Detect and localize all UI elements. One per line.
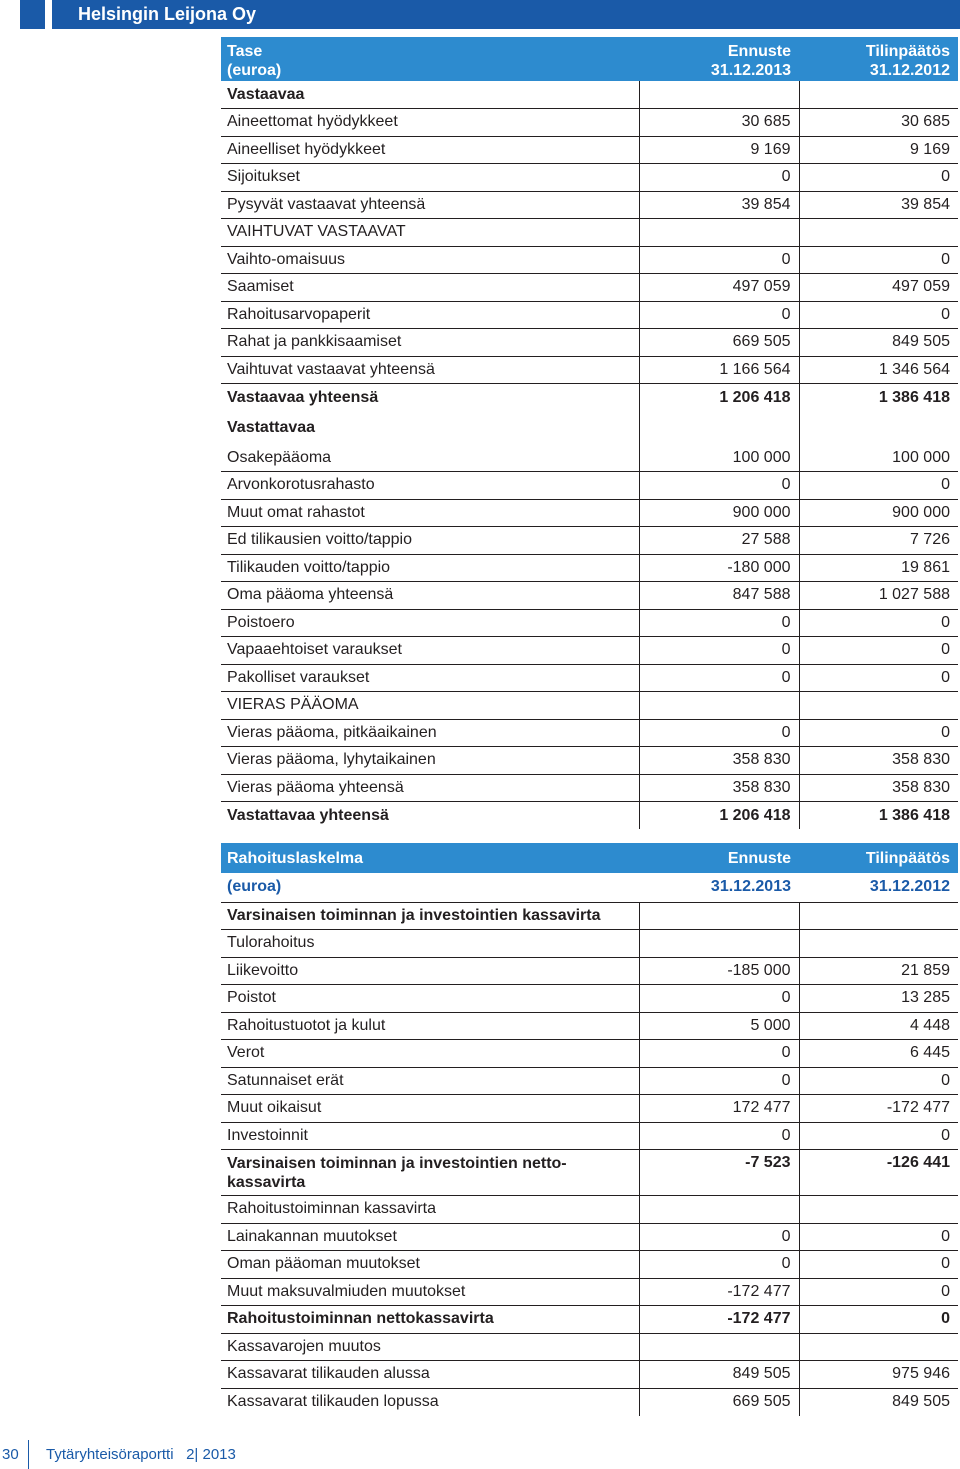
balance-sheet-row — [221, 356, 958, 384]
cash-flow-row — [221, 985, 958, 1013]
balance-sheet-row-value-forecast: 27 588 — [639, 527, 799, 555]
balance-sheet-row-label: Vapaaehtoiset varaukset — [221, 637, 639, 665]
balance-sheet-row-label: Aineelliset hyödykkeet — [221, 136, 639, 164]
cash-flow-row-value-forecast — [639, 930, 799, 958]
cash-flow-row-label: Varsinaisen toiminnan ja investointien kassavirta — [221, 902, 639, 930]
cash-flow-row — [221, 930, 958, 958]
cash-flow-row-label: Investoinnit — [221, 1122, 639, 1150]
col2-label: Tilinpäätös — [865, 43, 950, 60]
balance-sheet-row — [221, 274, 958, 302]
cash-flow-subheader-row — [221, 873, 958, 902]
cash-flow-col2-label: Tilinpäätös — [799, 843, 958, 873]
cash-flow-row — [221, 1361, 958, 1389]
cash-flow-row — [221, 1388, 958, 1416]
footer-divider — [28, 1440, 29, 1469]
cash-flow-row-value-forecast — [639, 1333, 799, 1361]
cash-flow-row-value-actual — [799, 930, 958, 958]
balance-sheet-row-label: Vaihtuvat vastaavat yhteensä — [221, 356, 639, 384]
balance-sheet-row-label: Aineettomat hyödykkeet — [221, 109, 639, 137]
company-title: Helsingin Leijona Oy — [78, 4, 257, 24]
cash-flow-row-value-forecast: 0 — [639, 1067, 799, 1095]
balance-sheet-row-value-actual: 497 059 — [799, 274, 958, 302]
cash-flow-row-value-actual: 0 — [799, 1223, 958, 1251]
cash-flow-row-label: Lainakannan muutokset — [221, 1223, 639, 1251]
balance-sheet-body — [221, 81, 958, 829]
balance-sheet-row-label: Vaihto-omaisuus — [221, 246, 639, 274]
balance-sheet-row — [221, 747, 958, 775]
cash-flow-row — [221, 1040, 958, 1068]
balance-sheet-table — [221, 37, 958, 829]
cash-flow-row — [221, 1012, 958, 1040]
balance-sheet-row — [221, 136, 958, 164]
balance-sheet-row-value-forecast: 1 206 418 — [639, 802, 799, 830]
cash-flow-row — [221, 1223, 958, 1251]
balance-sheet-row-value-actual: 0 — [799, 164, 958, 192]
balance-sheet-row — [221, 582, 958, 610]
cash-flow-row-value-actual — [799, 902, 958, 930]
balance-sheet-row — [221, 802, 958, 830]
balance-sheet-col2-header — [799, 37, 958, 81]
balance-sheet-row-label: VIERAS PÄÄOMA — [221, 692, 639, 720]
page-header — [0, 0, 960, 29]
col1-label: Ennuste — [727, 43, 791, 60]
balance-sheet-row-value-actual: 39 854 — [799, 191, 958, 219]
cash-flow-row-value-actual: 0 — [799, 1122, 958, 1150]
cash-flow-row — [221, 1196, 958, 1224]
balance-sheet-row-value-forecast: 0 — [639, 164, 799, 192]
balance-sheet-row-value-forecast: 39 854 — [639, 191, 799, 219]
balance-sheet-row-value-actual: 358 830 — [799, 747, 958, 775]
cash-flow-table — [221, 843, 958, 1416]
page-footer — [0, 1440, 960, 1469]
balance-sheet-row — [221, 527, 958, 555]
balance-sheet-row-value-actual: 19 861 — [799, 554, 958, 582]
balance-sheet-row-value-forecast: 900 000 — [639, 499, 799, 527]
balance-sheet-row-value-actual — [799, 411, 958, 444]
balance-sheet-row-value-actual: 1 386 418 — [799, 384, 958, 412]
publication-title — [46, 1446, 236, 1463]
balance-sheet-row-label: Ed tilikausien voitto/tappio — [221, 527, 639, 555]
balance-sheet-row — [221, 109, 958, 137]
cash-flow-row — [221, 1067, 958, 1095]
balance-sheet-row-value-forecast: 9 169 — [639, 136, 799, 164]
cash-flow-row — [221, 902, 958, 930]
cash-flow-body — [221, 902, 958, 1416]
balance-sheet-title-cell — [221, 37, 639, 81]
balance-sheet-row — [221, 719, 958, 747]
cash-flow-row — [221, 1095, 958, 1123]
balance-sheet-row-value-forecast: 0 — [639, 472, 799, 500]
cash-flow-header-row — [221, 843, 958, 873]
cash-flow-row — [221, 1150, 958, 1196]
balance-sheet-row — [221, 774, 958, 802]
cash-flow-row — [221, 957, 958, 985]
balance-sheet-row-label: Arvonkorotusrahasto — [221, 472, 639, 500]
balance-sheet-row — [221, 301, 958, 329]
cash-flow-row-value-forecast: 0 — [639, 1040, 799, 1068]
cash-flow-col2-date: 31.12.2012 — [799, 873, 958, 902]
balance-sheet-row-value-forecast: 0 — [639, 664, 799, 692]
balance-sheet-row-label: Vastattavaa yhteensä — [227, 806, 389, 824]
balance-sheet-row-label: Oma pääoma yhteensä — [221, 582, 639, 610]
balance-sheet-row-label: Rahoitusarvopaperit — [221, 301, 639, 329]
balance-sheet-col1-header — [639, 37, 799, 81]
balance-sheet-row-value-forecast: 0 — [639, 246, 799, 274]
cash-flow-unit: (euroa) — [221, 873, 639, 902]
balance-sheet-row-value-forecast: 1 206 418 — [639, 384, 799, 412]
balance-sheet-header-row — [221, 37, 958, 81]
cash-flow-row-value-forecast: 0 — [639, 985, 799, 1013]
balance-sheet-row-value-forecast: 100 000 — [639, 444, 799, 472]
balance-sheet-row-label: Vastaavaa — [221, 81, 639, 109]
balance-sheet-row-value-forecast: 0 — [639, 637, 799, 665]
balance-sheet-row — [221, 329, 958, 357]
balance-sheet-row-value-forecast — [639, 81, 799, 109]
balance-sheet-row-value-actual: 900 000 — [799, 499, 958, 527]
cash-flow-row-label: Rahoitustuotot ja kulut — [221, 1012, 639, 1040]
cash-flow-row-value-forecast: 849 505 — [639, 1361, 799, 1389]
cash-flow-row-value-actual: 13 285 — [799, 985, 958, 1013]
balance-sheet-row-value-forecast: 0 — [639, 719, 799, 747]
balance-sheet-row-label: Rahat ja pankkisaamiset — [221, 329, 639, 357]
balance-sheet-row — [221, 637, 958, 665]
balance-sheet-row-value-forecast: 0 — [639, 609, 799, 637]
cash-flow-row-value-actual: 0 — [799, 1306, 958, 1334]
cash-flow-row — [221, 1251, 958, 1279]
col2-date: 31.12.2012 — [869, 62, 950, 79]
cash-flow-row-label: Muut maksuvalmiuden muutokset — [221, 1278, 639, 1306]
balance-sheet-row-value-actual — [799, 219, 958, 247]
balance-sheet-row-label: Vieras pääoma, lyhytaikainen — [221, 747, 639, 775]
balance-sheet-row-label: Pysyvät vastaavat yhteensä — [221, 191, 639, 219]
balance-sheet-unit: (euroa) — [227, 62, 282, 79]
cash-flow-row-value-forecast — [639, 1196, 799, 1224]
balance-sheet-row-value-forecast: 847 588 — [639, 582, 799, 610]
balance-sheet-row-label: Vastattavaa — [227, 418, 316, 436]
balance-sheet-row-value-forecast: 0 — [639, 301, 799, 329]
balance-sheet-row-value-actual: 0 — [799, 637, 958, 665]
balance-sheet-row-label: Poistoero — [221, 609, 639, 637]
cash-flow-row-label: Poistot — [221, 985, 639, 1013]
publication-issue: 2| 2013 — [186, 1446, 236, 1463]
balance-sheet-row-value-actual: 1 386 418 — [799, 802, 958, 830]
cash-flow-row-value-actual: -126 441 — [799, 1150, 958, 1196]
publication-name: Tytäryhteisöraportti — [46, 1446, 174, 1463]
cash-flow-row-label: Liikevoitto — [221, 957, 639, 985]
cash-flow-row-value-forecast: -172 477 — [639, 1306, 799, 1334]
balance-sheet-row — [221, 219, 958, 247]
cash-flow-row-label: Rahoitustoiminnan kassavirta — [221, 1196, 639, 1224]
cash-flow-row-value-actual: -172 477 — [799, 1095, 958, 1123]
balance-sheet-row-value-forecast: 497 059 — [639, 274, 799, 302]
cash-flow-row-value-forecast: 0 — [639, 1122, 799, 1150]
balance-sheet-row-value-actual: 1 027 588 — [799, 582, 958, 610]
balance-sheet-row-value-actual: 358 830 — [799, 774, 958, 802]
cash-flow-row-label: Kassavarojen muutos — [221, 1333, 639, 1361]
cash-flow-row-value-forecast: 172 477 — [639, 1095, 799, 1123]
balance-sheet-row-value-forecast — [639, 692, 799, 720]
balance-sheet-row-value-actual: 0 — [799, 609, 958, 637]
cash-flow-row-value-forecast: -7 523 — [639, 1150, 799, 1196]
balance-sheet-section — [221, 37, 958, 829]
balance-sheet-row — [221, 499, 958, 527]
balance-sheet-row — [221, 664, 958, 692]
cash-flow-row — [221, 1333, 958, 1361]
balance-sheet-row-value-actual: 0 — [799, 301, 958, 329]
balance-sheet-row-value-actual: 9 169 — [799, 136, 958, 164]
balance-sheet-row — [221, 164, 958, 192]
balance-sheet-row-value-actual: 0 — [799, 472, 958, 500]
cash-flow-row-value-actual: 4 448 — [799, 1012, 958, 1040]
balance-sheet-title: Tase — [227, 43, 263, 60]
balance-sheet-row-value-forecast: 358 830 — [639, 774, 799, 802]
cash-flow-row-label: Verot — [221, 1040, 639, 1068]
balance-sheet-row — [221, 411, 958, 444]
cash-flow-row-value-forecast: 5 000 — [639, 1012, 799, 1040]
balance-sheet-row-value-forecast: 30 685 — [639, 109, 799, 137]
balance-sheet-row-value-forecast: 669 505 — [639, 329, 799, 357]
cash-flow-row-label: Satunnaiset erät — [221, 1067, 639, 1095]
header-accent-square — [20, 0, 45, 29]
balance-sheet-row-label: Tilikauden voitto/tappio — [221, 554, 639, 582]
balance-sheet-row — [221, 191, 958, 219]
cash-flow-col1-date: 31.12.2013 — [639, 873, 799, 902]
cash-flow-col1-label: Ennuste — [639, 843, 799, 873]
cash-flow-row-value-actual: 6 445 — [799, 1040, 958, 1068]
cash-flow-row-label: Oman pääoman muutokset — [221, 1251, 639, 1279]
balance-sheet-row — [221, 609, 958, 637]
balance-sheet-row-value-actual: 849 505 — [799, 329, 958, 357]
cash-flow-row-value-actual: 21 859 — [799, 957, 958, 985]
cash-flow-section — [221, 843, 958, 1416]
cash-flow-row-value-actual: 975 946 — [799, 1361, 958, 1389]
cash-flow-row-value-actual: 0 — [799, 1067, 958, 1095]
cash-flow-row-value-forecast — [639, 902, 799, 930]
balance-sheet-row-value-forecast: -180 000 — [639, 554, 799, 582]
balance-sheet-row-label: Pakolliset varaukset — [221, 664, 639, 692]
cash-flow-row-label: Tulorahoitus — [221, 930, 639, 958]
cash-flow-row-value-actual: 0 — [799, 1278, 958, 1306]
balance-sheet-row — [221, 246, 958, 274]
balance-sheet-row-label: Vastaavaa yhteensä — [227, 388, 379, 406]
balance-sheet-row-label: Vieras pääoma, pitkäaikainen — [221, 719, 639, 747]
balance-sheet-row-label: Saamiset — [221, 274, 639, 302]
cash-flow-row-label: Kassavarat tilikauden alussa — [221, 1361, 639, 1389]
balance-sheet-row-value-forecast: 358 830 — [639, 747, 799, 775]
balance-sheet-row — [221, 444, 958, 472]
balance-sheet-row-value-forecast — [639, 219, 799, 247]
balance-sheet-row-value-actual — [799, 81, 958, 109]
cash-flow-row-value-forecast: 669 505 — [639, 1388, 799, 1416]
balance-sheet-row-value-actual: 30 685 — [799, 109, 958, 137]
cash-flow-row-label: Varsinaisen toiminnan ja investointien netto-kassavirta — [221, 1150, 639, 1196]
cash-flow-row — [221, 1278, 958, 1306]
balance-sheet-row-value-actual: 1 346 564 — [799, 356, 958, 384]
cash-flow-row-value-forecast: 0 — [639, 1251, 799, 1279]
cash-flow-row — [221, 1306, 958, 1334]
balance-sheet-row-value-forecast: 1 166 564 — [639, 356, 799, 384]
cash-flow-row-value-forecast: -172 477 — [639, 1278, 799, 1306]
balance-sheet-row-value-actual: 0 — [799, 719, 958, 747]
cash-flow-row-value-forecast: -185 000 — [639, 957, 799, 985]
balance-sheet-row-label: Osakepääoma — [221, 444, 639, 472]
col1-date: 31.12.2013 — [710, 62, 791, 79]
balance-sheet-row-label: Muut omat rahastot — [221, 499, 639, 527]
balance-sheet-row-value-actual: 100 000 — [799, 444, 958, 472]
balance-sheet-row — [221, 472, 958, 500]
balance-sheet-row-value-actual: 0 — [799, 246, 958, 274]
cash-flow-row-label: Rahoitustoiminnan nettokassavirta — [221, 1306, 639, 1334]
cash-flow-row — [221, 1122, 958, 1150]
balance-sheet-row — [221, 81, 958, 109]
balance-sheet-row-value-actual — [799, 692, 958, 720]
balance-sheet-row-label: VAIHTUVAT VASTAAVAT — [221, 219, 639, 247]
cash-flow-row-label: Kassavarat tilikauden lopussa — [227, 1393, 439, 1410]
cash-flow-title: Rahoituslaskelma — [221, 843, 639, 873]
page-number: 30 — [2, 1446, 19, 1463]
cash-flow-row-label: Muut oikaisut — [221, 1095, 639, 1123]
balance-sheet-row — [221, 554, 958, 582]
cash-flow-row-value-forecast: 0 — [639, 1223, 799, 1251]
cash-flow-row-value-actual — [799, 1333, 958, 1361]
balance-sheet-row — [221, 384, 958, 412]
balance-sheet-row-label: Sijoitukset — [221, 164, 639, 192]
cash-flow-row-value-actual: 849 505 — [799, 1388, 958, 1416]
balance-sheet-row-value-forecast — [639, 411, 799, 444]
cash-flow-row-value-actual — [799, 1196, 958, 1224]
balance-sheet-row-label: Vieras pääoma yhteensä — [221, 774, 639, 802]
balance-sheet-row-value-actual: 7 726 — [799, 527, 958, 555]
balance-sheet-row-value-actual: 0 — [799, 664, 958, 692]
cash-flow-row-value-actual: 0 — [799, 1251, 958, 1279]
balance-sheet-row — [221, 692, 958, 720]
